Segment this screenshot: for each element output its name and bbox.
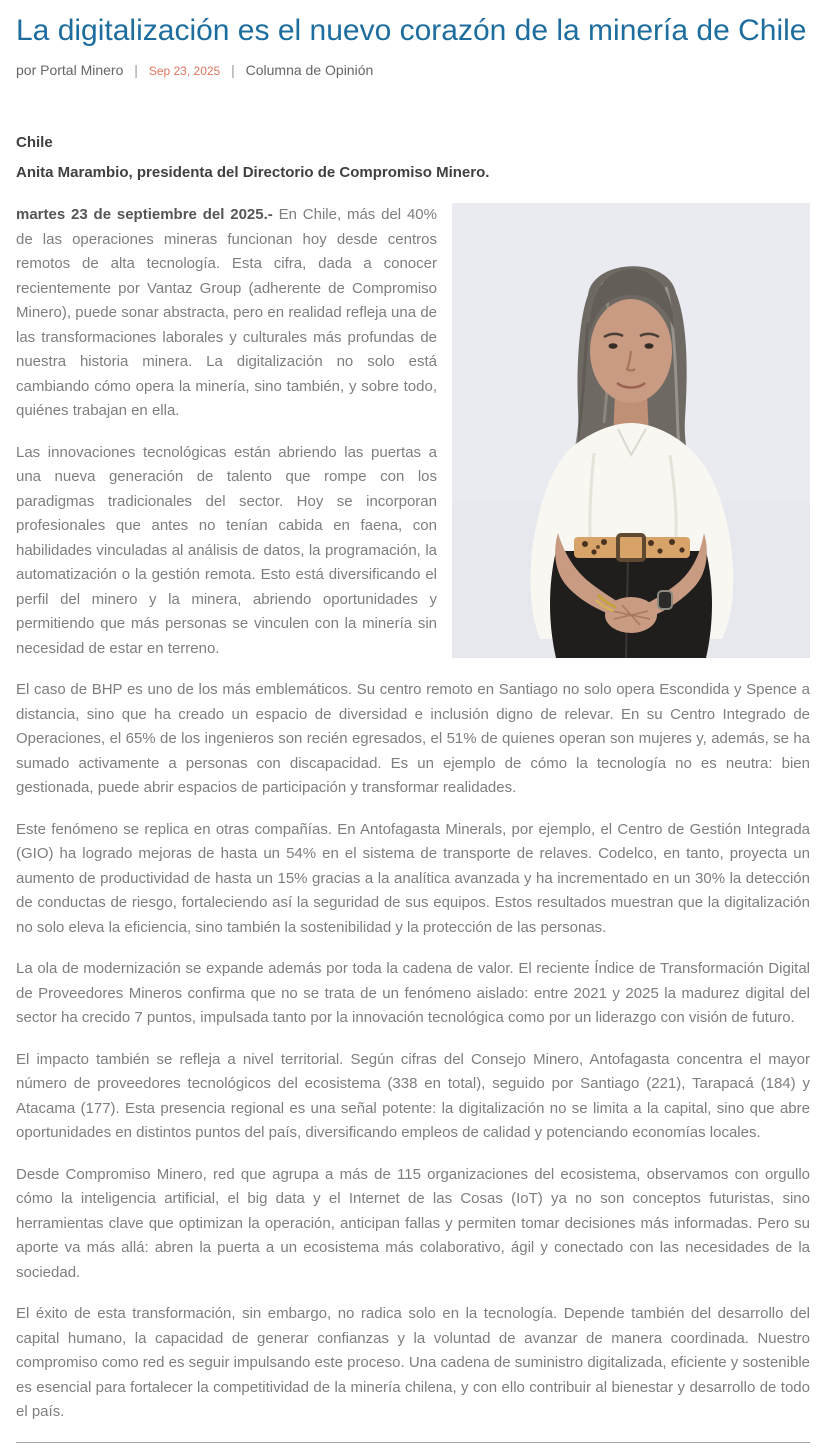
portrait-photo-graphic <box>452 203 810 658</box>
paragraph-2: Las innovaciones tecnológicas están abriendo las puertas a una nueva generación de talento que rompe con los paradigmas tradicionales del sector. Hoy se incorporan profesionales que antes no tenían cabida en faena, con habilidades vinculadas al análisis de datos, la programación, la automatización o la gestión remota. Esto está diversificando el perfil del minero y la minera, abriendo oportunidades y permitiendo que más personas se vinculen con la minería sin necesidad de estar en terreno. <box>16 443 437 657</box>
author-heading: Anita Marambio, presidenta del Directorio de Compromiso Minero. <box>16 164 490 181</box>
post-date: Sep 23, 2025 <box>148 64 221 78</box>
paragraph-3: El caso de BHP es uno de los más emblemáticos. Su centro remoto en Santiago no solo opera Escondida y Spence a distancia, sino que ha creado un espacio de diversidad e inclusión digno de relevar. En su Centro Integrado de Operaciones, el 65% de los ingenieros son recién egresados, el 51% de quienes operan son mujeres y, además, se ha sumado activamente a personas con discapacidad. Es un ejemplo de cómo la tecnología no es neutra: bien gestionada, puede abrir espacios de participación y transformar realidades. <box>16 681 810 796</box>
portrait-photo <box>452 203 810 658</box>
bottom-divider <box>16 1442 810 1443</box>
byline-separator: | <box>231 62 235 78</box>
article-body <box>16 203 810 1425</box>
paragraph-6: El impacto también se refleja a nivel territorial. Según cifras del Consejo Minero, Antofagasta concentra el mayor número de proveedores tecnológicos del ecosistema (338 en total), seguido por Santiago (221), Tarapacá (184) y Atacama (177). Esta presencia regional es una señal potente: la digitalización no se limita a la capital, sino que abre oportunidades en distintos puntos del país, diversificando empleos de calidad y potenciando economías locales. <box>16 1050 810 1141</box>
byline-separator: | <box>134 62 138 78</box>
page-title: La digitalización es el nuevo corazón de la minería de Chile <box>16 14 807 47</box>
byline-prefix: por <box>16 62 37 78</box>
author-link[interactable]: Portal Minero <box>40 62 124 78</box>
paragraph-5: La ola de modernización se expande además por toda la cadena de valor. El reciente Índice de Transformación Digital de Proveedores Mineros confirma que no se trata de un fenómeno aislado: entre 2021 y 2025 la madurez digital del sector ha crecido 7 puntos, impulsada tanto por la innovación tecnológica como por un liderazgo con visión de futuro. <box>16 960 810 1026</box>
paragraph-7: Desde Compromiso Minero, red que agrupa a más de 115 organizaciones del ecosistema, observamos con orgullo cómo la inteligencia artificial, el big data y el Internet de las Cosas (IoT) ya no son conceptos futuristas, sino herramientas clave que optimizan la operación, anticipan fallas y permiten tomar decisiones más informadas. Pero su aporte va más allá: abren la puerta a un ecosistema más colaborativo, ágil y conectado con las necesidades de la sociedad. <box>16 1165 810 1281</box>
country-heading: Chile <box>16 134 53 151</box>
paragraph-1-text: En Chile, más del 40% de las operaciones mineras funcionan hoy desde centros remotos de alta tecnología. Esta cifra, dada a conocer recientemente por Vantaz Group (adherente de Compromiso Minero), puede sonar abstracta, pero en realidad refleja una de las transformaciones laborales y culturales más profundas de nuestra historia minera. La digitalización no solo está cambiando cómo opera la minería, sino también, y sobre todo, quiénes trabajan en ella. <box>16 206 437 419</box>
paragraph-8: El éxito de esta transformación, sin embargo, no radica solo en la tecnología. Depende también del desarrollo del capital humano, la capacidad de generar confianzas y la voluntad de avanzar de manera coordinada. Nuestro compromiso como red es seguir impulsando este proceso. Una cadena de suministro digitalizada, eficiente y sostenible es esencial para fortalecer la competitividad de la minería chilena, y con ello contribuir al bienestar y desarrollo de todo el país. <box>16 1305 810 1420</box>
paragraph-1-lead: martes 23 de septiembre del 2025.- <box>16 206 279 223</box>
paragraph-4: Este fenómeno se replica en otras compañías. En Antofagasta Minerals, por ejemplo, el Centro de Gestión Integrada (GIO) ha logrado mejoras de hasta un 54% en el sistema de transporte de relaves. Codelco, en tanto, proyecta un aumento de productividad de hasta un 15% gracias a la analítica avanzada y ha incrementado en un 30% la detección de conductas de riesgo, fortaleciendo así la seguridad de sus equipos. Estos resultados muestran que la digitalización no solo eleva la eficiencia, sino también la sostenibilidad y la protección de las personas. <box>16 820 810 936</box>
category-link[interactable]: Columna de Opinión <box>245 62 374 78</box>
byline <box>16 62 810 78</box>
